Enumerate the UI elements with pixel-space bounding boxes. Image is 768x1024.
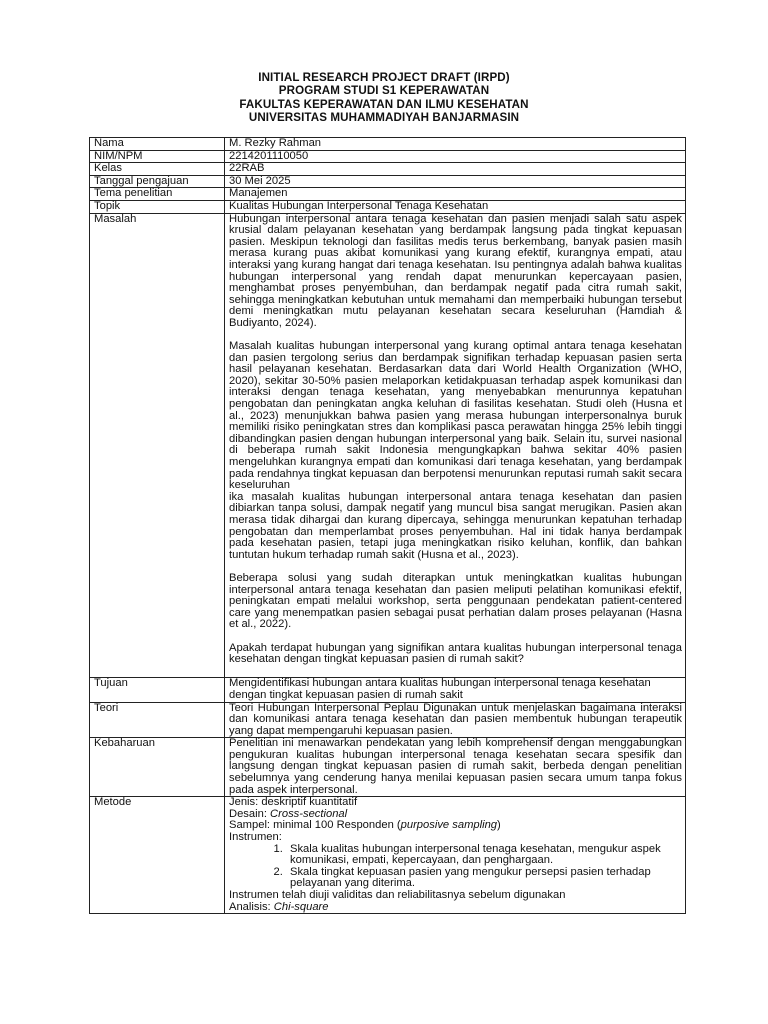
masalah-cell [225, 213, 686, 678]
header-program: PROGRAM STUDI S1 KEPERAWATAN [278, 84, 490, 98]
field-label: Masalah [90, 213, 225, 678]
field-label: NIM/NPM [90, 150, 225, 163]
table-row [90, 175, 686, 188]
table-row [90, 213, 686, 678]
field-label: Teori [90, 702, 225, 738]
masalah-paragraph: Beberapa solusi yang sudah diterapkan untuk meningkatkan kualitas hubungan interpersonal antara tenaga kesehatan dan pasien meliputi pelatihan komunikasi efektif, peningkatan empati melalui workshop, serta penggunaan pendekatan patient-centered care yang menempatkan pasien sebagai pusat perhatian dalam proses pelayanan (Hasna et al., 2022). [229, 571, 682, 631]
field-label: Nama [90, 138, 225, 151]
field-value-kelas: 22RAB [225, 163, 686, 176]
table-row [90, 163, 686, 176]
list-item: 2. Skala tingkat kepuasan pasien yang mengukur persepsi pasien terhadap pelayanan yang diterima. [286, 867, 682, 890]
table-row [90, 702, 686, 738]
field-label: Tema penelitian [90, 188, 225, 201]
field-value-topik: Kualitas Hubungan Interpersonal Tenaga Kesehatan [225, 200, 686, 213]
metode-validitas: Instrumen telah diuji validitas dan reliabilitasnya sebelum digunakan [229, 889, 566, 901]
masalah-paragraph: Masalah kualitas hubungan interpersonal yang kurang optimal antara tenaga kesehatan dan pasien tergolong serius dan berdampak signifikan terhadap kepuasan pasien serta hasil pelayanan kesehatan. Berdasarkan data dari World Health Organization (WHO, 2020), sekitar 30-50% pasien melaporkan ketidakpuasan terhadap aspek komunikasi dan interaksi dengan tenaga kesehatan, yang menyebabkan menurunnya kepatuhan pengobatan dan peningkatan angka keluhan di fasilitas kesehatan. Studi oleh (Husna et al., 2023) menunjukkan bahwa pasien yang merasa hubungan interpersonalnya buruk memiliki risiko peningkatan stres dan komplikasi pasca perawatan hingga 25% lebih tinggi dibandingkan pasien dengan hubungan interpersonal yang baik. Selain itu, survei nasional di beberapa rumah sakit Indonesia mengungkapkan bahwa sekitar 40% pasien mengeluhkan kurangnya empati dan komunikasi dari tenaga kesehatan, yang berdampak pada rendahnya tingkat kepuasan dan berpotensi menurunkan reputasi rumah sakit secara keseluruhan [229, 340, 682, 492]
metode-desain: Desain: Cross-sectional [229, 807, 348, 820]
table-row [90, 138, 686, 151]
header-title: INITIAL RESEARCH PROJECT DRAFT (IRPD) [258, 71, 510, 84]
list-item: 1. Skala kualitas hubungan interpersonal tenaga kesehatan, mengukur aspek komunikasi, empati, kepercayaan, dan penghargaan. [286, 844, 682, 867]
metode-instrumen-label: Instrumen: [229, 831, 282, 844]
table-row [90, 738, 686, 797]
masalah-paragraph: Hubungan interpersonal antara tenaga kesehatan dan pasien menjadi salah satu aspek krusial dalam pelayanan kesehatan yang berdampak langsung pada tingkat kepuasan pasien. Meskipun teknologi dan fasilitas medis terus berkembang, banyak pasien masih merasa kurang puas akibat komunikasi yang kurang efektif, kurangnya empati, atau interaksi yang kurang hangat dari tenaga kesehatan. Isu pentingnya adalah bahwa kualitas hubungan interpersonal yang rendah dapat menurunkan kepercayaan pasien, menghambat proses penyembuhan, dan berdampak negatif pada citra rumah sakit, sehingga meningkatkan kebutuhan untuk memahami dan memperbaiki hubungan tersebut demi meningkatkan mutu pelayanan kesehatan secara keseluruhan (Hamdiah & Budiyanto, 2024). [229, 212, 682, 329]
field-label: Tujuan [90, 678, 225, 702]
instrumen-list [229, 844, 682, 890]
field-value-tanggal: 30 Mei 2025 [225, 175, 686, 188]
table-row [90, 678, 686, 702]
tujuan-value: Mengidentifikasi hubungan antara kualitas hubungan interpersonal tenaga kesehatan dengan tingkat kepuasan pasien di rumah sakit [225, 678, 686, 702]
kebaharuan-value: Penelitian ini menawarkan pendekatan yang lebih komprehensif dengan menggabungkan pengukuran kualitas hubungan interpersonal tenaga kesehatan secara spesifik dan langsung dengan tingkat kepuasan pasien di rumah sakit, berbeda dengan penelitian sebelumnya yang cenderung hanya menilai kepuasan pasien secara umum tanpa fokus pada aspek interpersonal. [225, 738, 686, 797]
irpd-form-table [89, 137, 686, 914]
masalah-paragraph: ika masalah kualitas hubungan interpersonal antara tenaga kesehatan dan pasien dibiarkan tanpa solusi, dampak negatif yang muncul bisa sangat merugikan. Pasien akan merasa tidak dihargai dan kurang dipercaya, sehingga menurunkan kepatuhan terhadap pengobatan dan memperlambat proses penyembuhan. Hal ini tidak hanya berdampak pada kesehatan pasien, tetapi juga meningkatkan risiko keluhan, konflik, dan bahkan tuntutan hukum terhadap rumah sakit (Husna et al., 2023). [229, 490, 682, 561]
metode-analisis: Analisis: Chi-square [229, 900, 329, 913]
document-header [0, 71, 768, 124]
field-label: Topik [90, 200, 225, 213]
field-label: Metode [90, 797, 225, 914]
field-value-nim: 2214201110050 [225, 150, 686, 163]
header-university: UNIVERSITAS MUHAMMADIYAH BANJARMASIN [248, 110, 520, 124]
table-row [90, 797, 686, 914]
field-label: Tanggal pengajuan [90, 175, 225, 188]
field-value-tema: Manajemen [225, 188, 686, 201]
table-row [90, 200, 686, 213]
field-label: Kebaharuan [90, 738, 225, 797]
field-value-nama: M. Rezky Rahman [225, 138, 686, 151]
table-row [90, 150, 686, 163]
table-row [90, 188, 686, 201]
header-faculty: FAKULTAS KEPERAWATAN DAN ILMU KESEHATAN [239, 97, 529, 111]
metode-jenis: Jenis: deskriptif kuantitatif [229, 796, 358, 809]
metode-sampel: Sampel: minimal 100 Responden (purposive sampling) [229, 819, 501, 832]
teori-value: Teori Hubungan Interpersonal Peplau Digunakan untuk menjelaskan bagaimana interaksi dan komunikasi antara tenaga kesehatan dan pasien membentuk hubungan terapeutik yang dapat mempengaruhi kepuasan pasien. [225, 702, 686, 738]
metode-cell [225, 797, 686, 914]
research-question: Apakah terdapat hubungan yang signifikan antara kualitas hubungan interpersonal tenaga kesehatan dengan tingkat kepuasan pasien di rumah sakit? [229, 641, 682, 666]
field-label: Kelas [90, 163, 225, 176]
